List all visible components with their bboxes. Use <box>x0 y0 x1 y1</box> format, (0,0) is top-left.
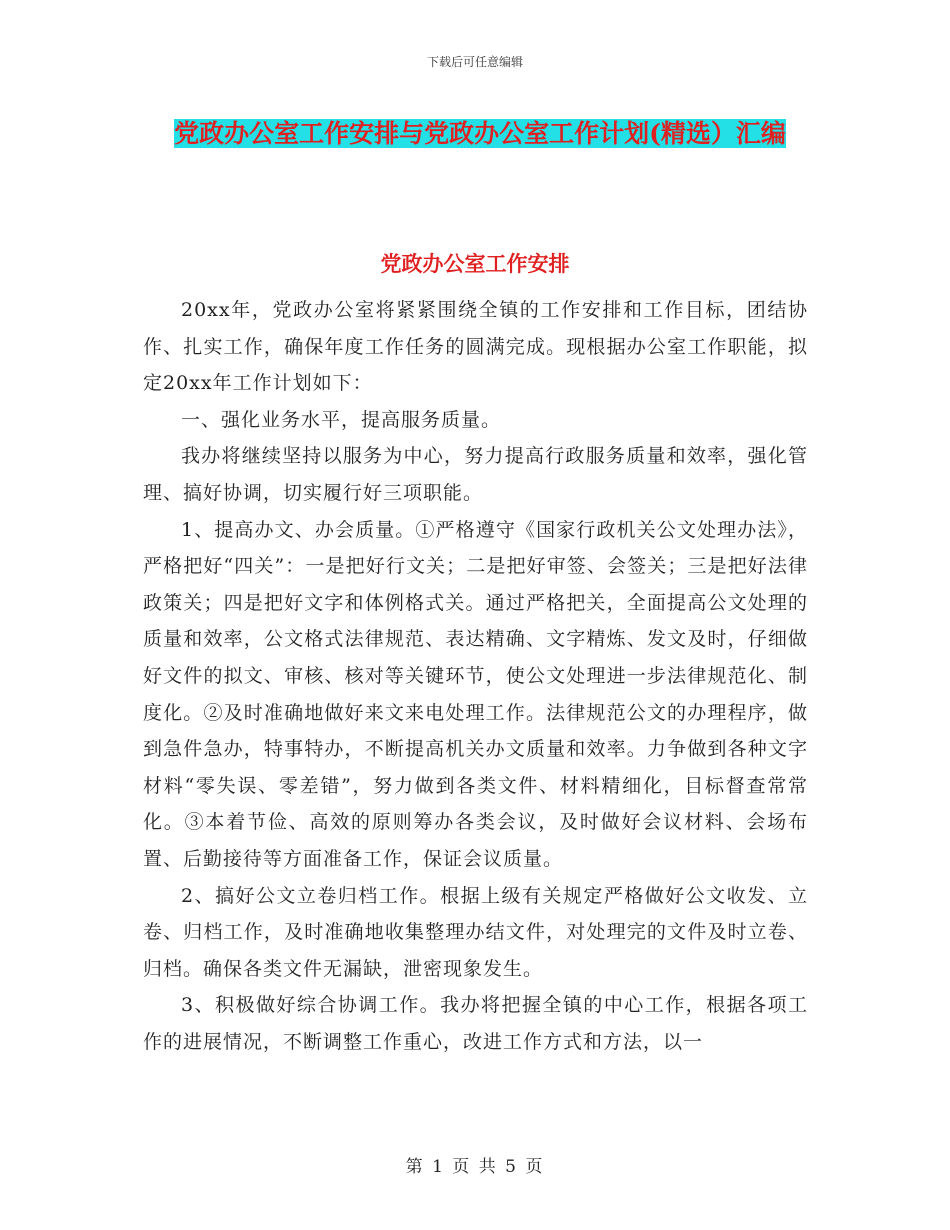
paragraph: 我办将继续坚持以服务为中心，努力提高行政服务质量和效率，强化管理、搞好协调，切实履行好三项职能。 <box>143 445 808 504</box>
document-title <box>140 112 820 156</box>
header-note: 下载后可任意编辑 <box>426 55 523 69</box>
paragraph: 2、搞好公文立卷归档工作。根据上级有关规定严格做好公文收发、立卷、归档工作，及时准确地收集整理办结文件，对处理完的文件及时立卷、归档。确保各类文件无漏缺，泄密现象发生。 <box>143 884 808 980</box>
page-footer: 第 1 页 共 5 页 <box>405 1157 545 1177</box>
paragraph: 3、积极做好综合协调工作。我办将把握全镇的中心工作，根据各项工作的进展情况，不断调整工作重心，改进工作方式和方法，以一 <box>143 994 808 1053</box>
paragraph: 1、提高办文、办会质量。①严格遵守《国家行政机关公文处理办法》，严格把好“四关”：一是把好行文关；二是把好审签、会签关；三是把好法律政策关；四是把好文字和体例格式关。通过严格把关，全面提高公文处理的质量和效率，公文格式法律规范、表达精确、文字精炼、发文及时，仔细做好文件的拟文、审核、核对等关键环节，使公文处理进一步法律规范化、制度化。②及时准确地做好来文来电处理工作。法律规范公文的办理程序，做到急件急办，特事特办，不断提高机关办文质量和效率。力争做到各种文字材料“零失误、零差错”，努力做到各类文件、材料精细化，目标督查常常化。③本着节俭、高效的原则筹办各类会议，及时做好会议材料、会场布置、后勤接待等方面准备工作，保证会议质量。 <box>143 518 808 870</box>
paragraph: 一、强化业务水平，提高服务质量。 <box>181 408 502 431</box>
paragraph: 20xx年，党政办公室将紧紧围绕全镇的工作安排和工作目标，团结协作、扎实工作，确保年度工作任务的圆满完成。现根据办公室工作职能，拟定20xx年工作计划如下： <box>143 299 808 395</box>
document-title-text: 党政办公室工作安排与党政办公室工作计划(精选）汇编 <box>174 119 786 148</box>
section-title: 党政办公室工作安排 <box>380 251 570 276</box>
document-body <box>143 292 808 1060</box>
